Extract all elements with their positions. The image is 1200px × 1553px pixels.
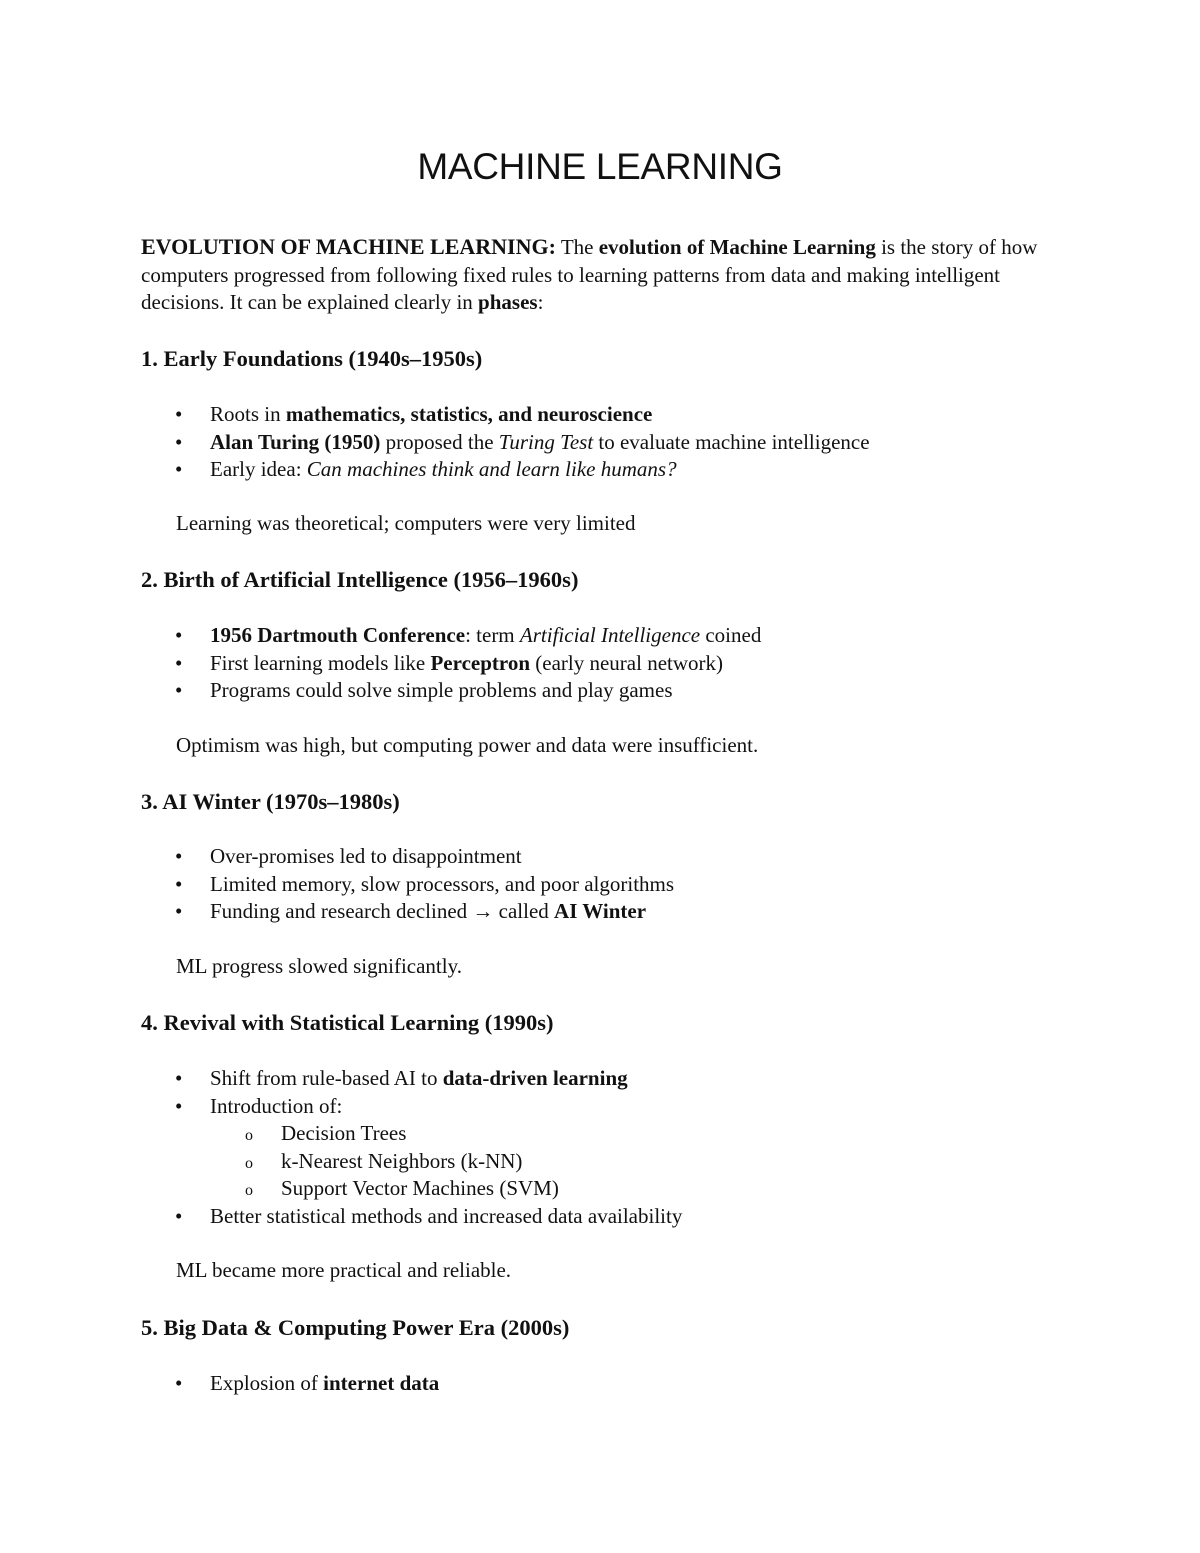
sub-list-item: o Decision Trees <box>210 1120 682 1148</box>
list-item <box>172 401 870 429</box>
section-heading: 5. Big Data & Computing Power Era (2000s) <box>141 1315 570 1340</box>
intro-text: The <box>555 235 599 259</box>
document-title: MACHINE LEARNING <box>417 146 783 187</box>
item-text: Funding and research declined → called <box>210 899 555 923</box>
item-bold: Perceptron <box>430 650 531 675</box>
item-text: Better statistical methods and increased data availability <box>210 1203 683 1228</box>
item-text: Introduction of: <box>210 1093 343 1118</box>
item-text: (early neural network) <box>530 650 724 675</box>
intro-bold: phases <box>478 290 538 314</box>
item-text: to evaluate machine intelligence <box>593 429 870 454</box>
item-bold: mathematics, statistics, and neuroscience <box>285 402 653 426</box>
item-bold: data-driven learning <box>442 1066 628 1090</box>
section-heading: 1. Early Foundations (1940s–1950s) <box>141 346 483 371</box>
bullet-list <box>172 843 674 926</box>
section-note: Optimism was high, but computing power and data were insufficient. <box>176 733 759 757</box>
list-item <box>172 871 674 899</box>
sub-list <box>210 1120 682 1203</box>
item-italic: Turing Test <box>498 429 594 454</box>
sub-list-item: o Support Vector Machines (SVM) <box>210 1175 682 1203</box>
item-text: Shift from rule-based AI to <box>210 1066 443 1090</box>
list-item <box>172 1370 439 1398</box>
item-text: Explosion of <box>210 1371 324 1395</box>
item-text: First learning models like <box>210 650 431 675</box>
item-italic: Can machines think and learn like humans? <box>306 457 677 481</box>
bullet-list <box>172 622 761 705</box>
item-text: Early idea: <box>210 457 307 481</box>
sub-list-item: o k-Nearest Neighbors (k-NN) <box>210 1148 682 1176</box>
intro-bold: evolution of Machine Learning <box>598 235 876 259</box>
item-text: Programs could solve simple problems and play games <box>210 678 673 702</box>
item-bold: AI Winter <box>554 899 647 923</box>
list-item <box>172 1203 682 1231</box>
intro-paragraph <box>141 233 1071 317</box>
intro-text: : <box>537 290 544 314</box>
item-text: coined <box>700 623 762 647</box>
list-item <box>172 622 761 650</box>
item-text: : term <box>465 623 520 647</box>
item-bold: internet data <box>323 1371 440 1395</box>
bullet-list <box>172 1370 439 1398</box>
list-item <box>172 650 761 678</box>
section-note: ML progress slowed significantly. <box>176 954 462 978</box>
list-item <box>172 456 870 484</box>
list-item <box>172 1065 682 1093</box>
list-item <box>172 677 761 705</box>
section-note: ML became more practical and reliable. <box>176 1258 512 1282</box>
section-heading: 2. Birth of Artificial Intelligence (1956–1960s) <box>141 567 579 592</box>
item-text: proposed the <box>380 429 499 454</box>
list-item <box>172 1093 682 1203</box>
item-bold: 1956 Dartmouth Conference <box>210 623 466 647</box>
section-heading: 4. Revival with Statistical Learning (1990s) <box>141 1010 554 1035</box>
intro-lead: EVOLUTION OF MACHINE LEARNING: <box>141 234 556 259</box>
list-item <box>172 429 870 457</box>
item-text: Roots in <box>210 402 286 426</box>
item-bold: Alan Turing (1950) <box>210 429 381 454</box>
item-italic: Artificial Intelligence <box>519 623 701 647</box>
intro-text: is the story of how computers progressed from following fixed rules to learning patterns from data and making intelligent decisions. It can be explained clearly in <box>141 235 1038 314</box>
bullet-list <box>172 401 870 484</box>
item-text: Over-promises led to disappointment <box>210 844 522 868</box>
list-item <box>172 843 674 871</box>
item-text: Limited memory, slow processors, and poor algorithms <box>210 871 675 896</box>
bullet-list <box>172 1065 682 1230</box>
section-heading: 3. AI Winter (1970s–1980s) <box>141 789 400 814</box>
list-item <box>172 898 674 926</box>
section-note: Learning was theoretical; computers were very limited <box>176 511 636 535</box>
